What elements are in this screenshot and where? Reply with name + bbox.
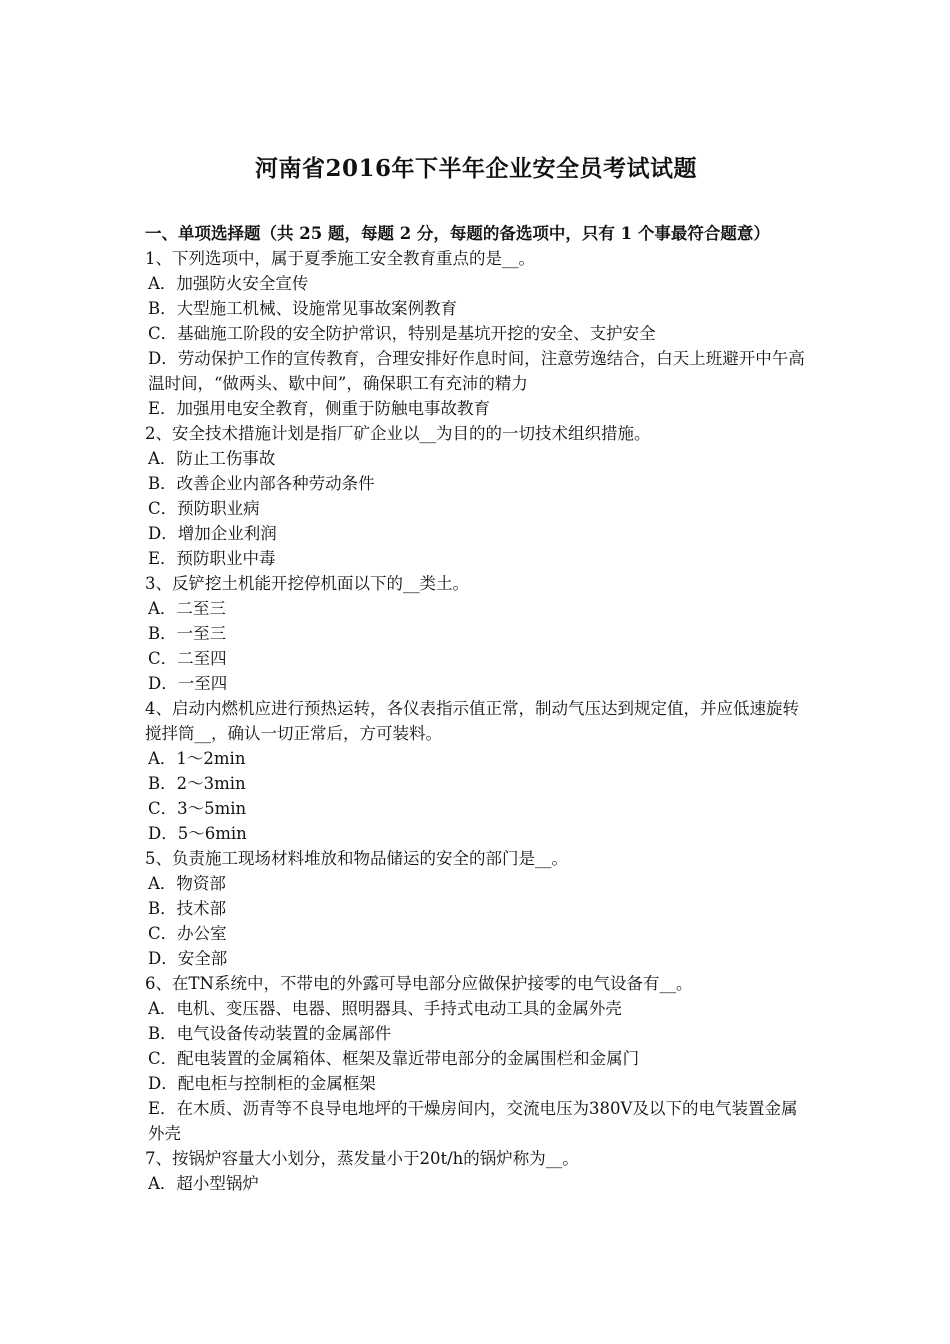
answer-option: A．超小型锅炉 — [148, 1174, 259, 1193]
question-block — [145, 1146, 807, 1196]
answer-option: A．加强防火安全宣传 — [148, 274, 309, 293]
answer-option: D．增加企业利润 — [148, 524, 277, 543]
answer-option: A．电机、变压器、电器、照明器具、手持式电动工具的金属外壳 — [148, 999, 622, 1018]
answer-option: A．防止工伤事故 — [148, 449, 276, 468]
answer-option: C．办公室 — [148, 924, 227, 943]
answer-option: B．技术部 — [148, 899, 227, 918]
answer-option: B．大型施工机械、设施常见事故案例教育 — [148, 299, 458, 318]
question-text: 3、反铲挖土机能开挖停机面以下的__类土。 — [145, 574, 469, 593]
question-text: 4、启动内燃机应进行预热运转，各仪表指示值正常，制动气压达到规定值，并应低速旋转搅拌筒__，确认一切正常后，方可装料。 — [145, 699, 799, 743]
answer-option: B．电气设备传动装置的金属部件 — [148, 1024, 392, 1043]
answer-option: D．劳动保护工作的宣传教育，合理安排好作息时间，注意劳逸结合，白天上班避开中午高温时间，“做两头、歇中间”，确保职工有充沛的精力 — [148, 349, 805, 393]
answer-option: B．2～3min — [148, 774, 246, 793]
answer-option: B．改善企业内部各种劳动条件 — [148, 474, 375, 493]
answer-option: E．预防职业中毒 — [148, 549, 276, 568]
answer-option: C．3～5min — [148, 799, 247, 818]
question-list — [145, 246, 807, 1196]
section-heading: 一、单项选择题（共 25 题，每题 2 分，每题的备选项中，只有 1 个事最符合题意） — [145, 224, 770, 243]
answer-option: E．在木质、沥青等不良导电地坪的干燥房间内，交流电压为380V及以下的电气装置金属外壳 — [148, 1099, 798, 1143]
answer-option: A．1～2min — [148, 749, 246, 768]
question-text: 2、安全技术措施计划是指厂矿企业以__为目的的一切技术组织措施。 — [145, 424, 651, 443]
document-title: 河南省2016年下半年企业安全员考试试题 — [254, 155, 697, 182]
question-block — [145, 971, 807, 1146]
answer-option: C．基础施工阶段的安全防护常识，特别是基坑开挖的安全、支护安全 — [148, 324, 656, 343]
question-block — [145, 846, 807, 971]
answer-option: A．物资部 — [148, 874, 226, 893]
answer-option: B．一至三 — [148, 624, 227, 643]
answer-option: C．配电装置的金属箱体、框架及靠近带电部分的金属围栏和金属门 — [148, 1049, 640, 1068]
question-block — [145, 696, 807, 846]
question-block — [145, 246, 807, 421]
answer-option: C．预防职业病 — [148, 499, 260, 518]
answer-option: D．一至四 — [148, 674, 228, 693]
answer-option: C．二至四 — [148, 649, 227, 668]
question-block — [145, 571, 807, 696]
question-text: 6、在TN系统中，不带电的外露可导电部分应做保护接零的电气设备有__。 — [145, 974, 693, 993]
question-text: 7、按锅炉容量大小划分，蒸发量小于20t/h的锅炉称为__。 — [145, 1149, 579, 1168]
answer-option: D．配电柜与控制柜的金属框架 — [148, 1074, 376, 1093]
question-text: 5、负责施工现场材料堆放和物品储运的安全的部门是__。 — [145, 849, 568, 868]
answer-option: A．二至三 — [148, 599, 226, 618]
answer-option: D．安全部 — [148, 949, 228, 968]
answer-option: D．5～6min — [148, 824, 247, 843]
answer-option: E．加强用电安全教育，侧重于防触电事故教育 — [148, 399, 491, 418]
question-text: 1、下列选项中，属于夏季施工安全教育重点的是__。 — [145, 249, 535, 268]
question-block — [145, 421, 807, 571]
